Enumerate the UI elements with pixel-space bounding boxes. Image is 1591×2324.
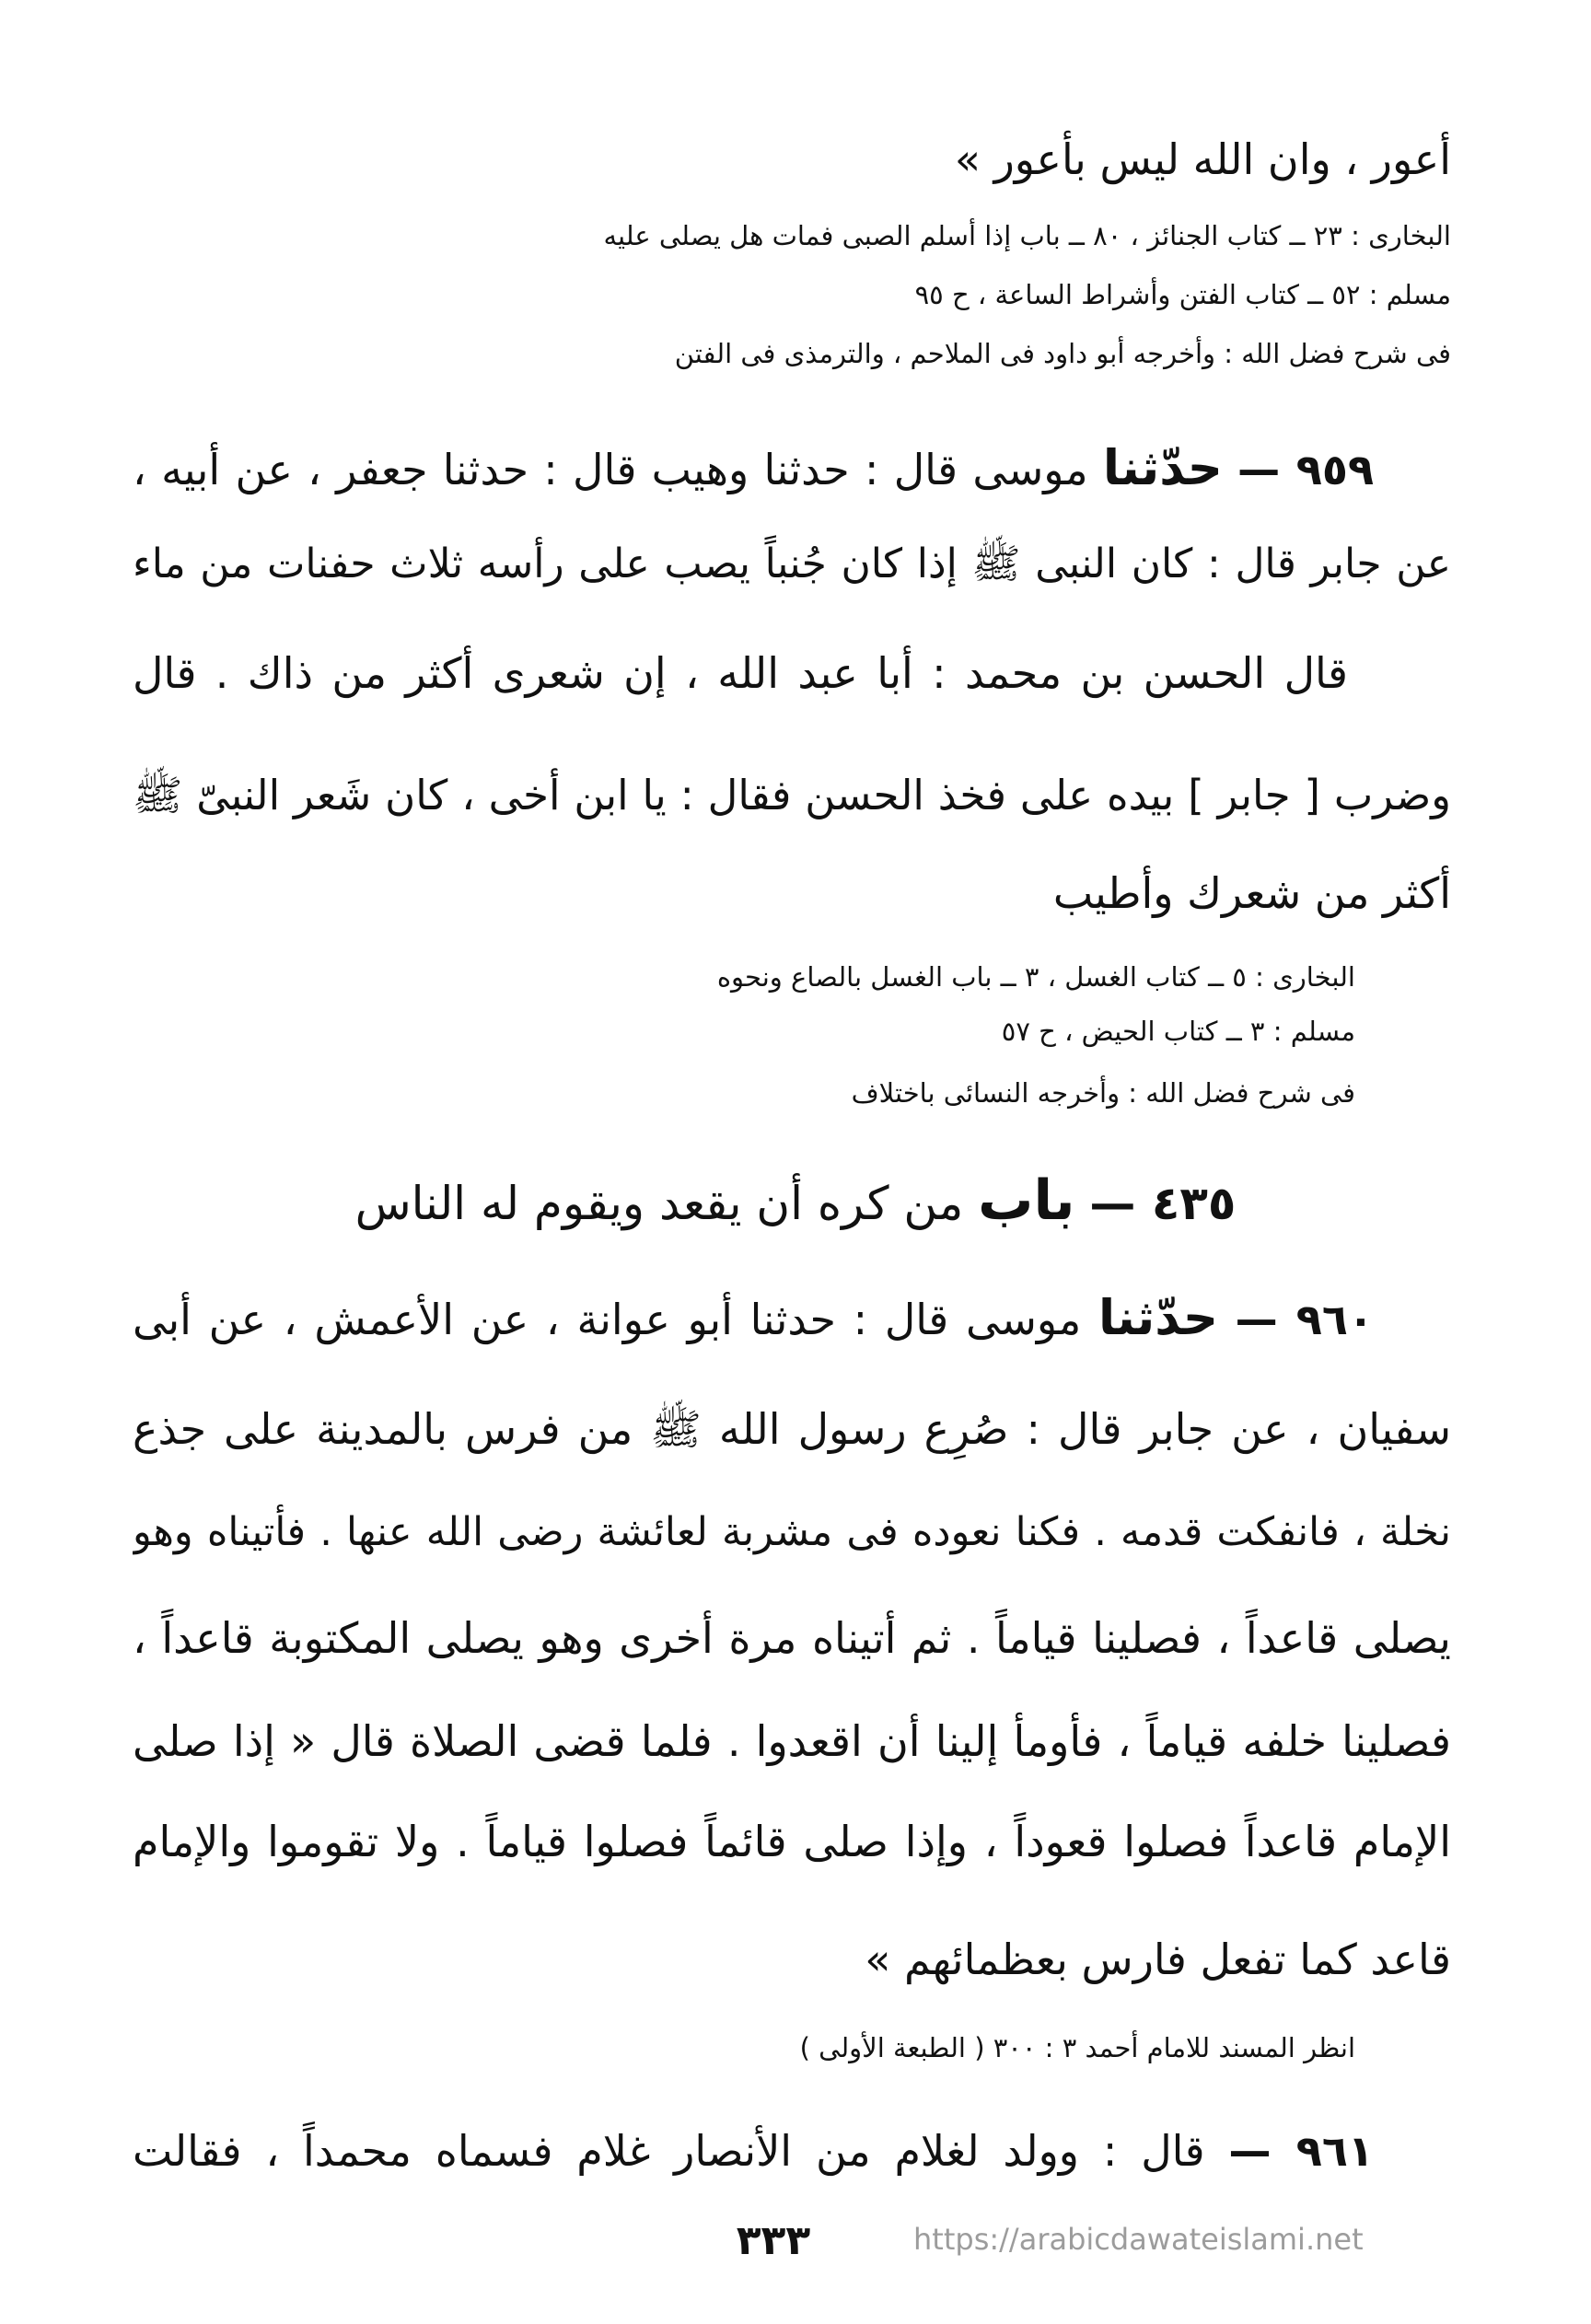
hadith-960-line: قاعد كما تفعل فارس بعظمائهم »	[865, 1935, 1451, 1984]
footnote-line: فى شرح فضل الله : وأخرجه النسائى باختلاف	[851, 1077, 1355, 1109]
hadith-959-line: أكثر من شعرك وأطيب	[1052, 868, 1451, 918]
hadith-959-line: قال الحسن بن محمد : أبا عبد الله ، إن شعرى أكثر من ذاك . قال	[133, 648, 1348, 698]
footnote-line: مسلم : ٣ ــ كتاب الحيض ، ح ٥٧	[1001, 1016, 1355, 1047]
hadith-960-first-line	[133, 1285, 1374, 1352]
hadith-960-line: يصلى قاعداً ، فصلينا قياماً . ثم أتيناه مرة أخرى وهو يصلى المكتوبة قاعداً ،	[133, 1613, 1451, 1663]
continuation-line: أعور ، وان الله ليس بأعور »	[954, 134, 1451, 184]
hadith-number: ٩٥٩ —	[1237, 445, 1374, 494]
chapter-word: باب	[978, 1168, 1075, 1233]
footnote-line: البخارى : ٥ ــ كتاب الغسل ، ٣ ــ باب الغسل بالصاع ونحوه	[716, 961, 1355, 993]
chapter-heading	[133, 1166, 1458, 1236]
hadith-961-first-line	[133, 2118, 1374, 2184]
hadith-opener: حدّثنا	[1102, 440, 1223, 496]
hadith-text: قال : وولد لغلام من الأنصار غلام فسماه محمداً ، فقالت	[133, 2126, 1205, 2176]
hadith-959-line: وضرب [ جابر ] بيده على فخذ الحسن فقال : يا ابن أخى ، كان شَعر النبىّ ﷺ	[133, 771, 1451, 819]
hadith-960-line: الإمام قاعداً فصلوا قعوداً ، وإذا صلى قائماً فصلوا قياماً . ولا تقوموا والإمام	[133, 1817, 1451, 1866]
chapter-number: ٤٣٥ —	[1089, 1177, 1237, 1230]
chapter-title: من كره أن يقعد ويقوم له الناس	[354, 1177, 964, 1230]
hadith-960-line: فصلينا خلفه قياماً ، فأومأ إلينا أن اقعدوا . فلما قضى الصلاة قال « إذا صلى	[133, 1716, 1451, 1766]
hadith-number: ٩٦٠ —	[1235, 1295, 1374, 1344]
hadith-opener: حدّثنا	[1097, 1290, 1218, 1346]
page-number: ٣٣٣	[736, 2217, 811, 2264]
hadith-960-line: نخلة ، فانفكت قدمه . فكنا نعوده فى مشربة لعائشة رضى الله عنها . فأتيناه وهو	[133, 1509, 1451, 1555]
hadith-text: موسى قال : حدثنا وهيب قال : حدثنا جعفر ، عن أبيه ،	[133, 445, 1088, 494]
footnote-line: مسلم : ٥٢ ــ كتاب الفتن وأشراط الساعة ، ح ٩٥	[914, 279, 1451, 310]
watermark-url: https://arabicdawateislami.net	[913, 2222, 1364, 2257]
hadith-960-line: سفيان ، عن جابر قال : صُرِع رسول الله ﷺ من فرس بالمدينة على جذع	[133, 1404, 1451, 1454]
footnote-line: البخارى : ٢٣ ــ كتاب الجنائز ، ٨٠ ــ باب إذا أسلم الصبى فمات هل يصلى عليه	[603, 220, 1451, 251]
hadith-959-first-line	[133, 436, 1374, 502]
hadith-number: ٩٦١ —	[1228, 2126, 1374, 2176]
footnote-line: فى شرح فضل الله : وأخرجه أبو داود فى الملاحم ، والترمذى فى الفتن	[674, 338, 1451, 369]
hadith-text: موسى قال : حدثنا أبو عوانة ، عن الأعمش ، عن أبى	[133, 1295, 1082, 1344]
hadith-959-line: عن جابر قال : كان النبى ﷺ إذا كان جُنباً يصب على رأسه ثلاث حفنات من ماء	[133, 540, 1451, 587]
footnote-line: انظر المسند للامام أحمد ٣ : ٣٠٠ ( الطبعة الأولى )	[799, 2032, 1355, 2063]
